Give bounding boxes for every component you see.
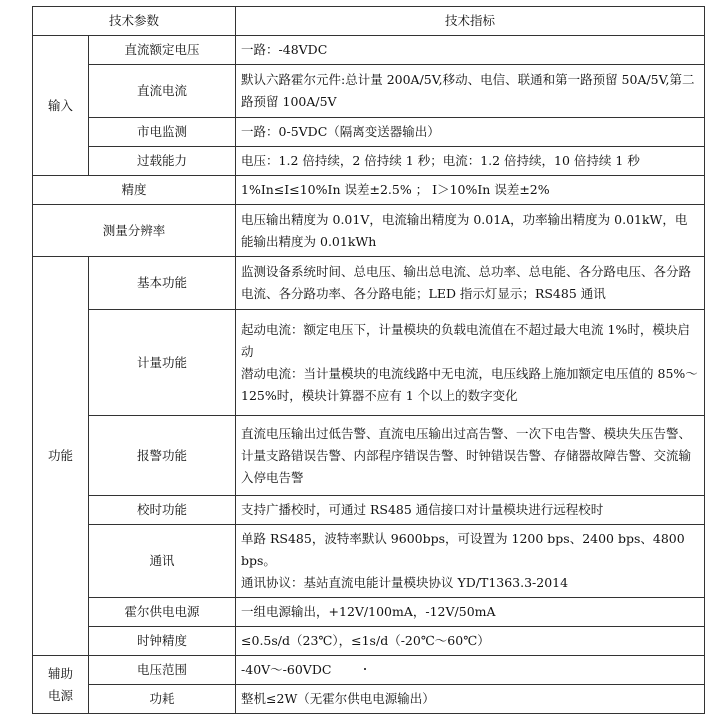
row-value <box>236 525 705 598</box>
value-line: 通讯协议：基站直流电能计量模块协议 YD/T1363.3-2014 <box>241 575 569 590</box>
header-row <box>33 7 705 36</box>
table-row <box>33 36 705 65</box>
row-value: ≤0.5s/d（23℃），≤1s/d（-20℃～60℃） <box>236 627 705 656</box>
row-value: 整机≤2W（无霍尔供电电源输出） <box>236 685 705 714</box>
table-row <box>33 685 705 714</box>
row-value: 一路：0-5VDC（隔离变送器输出） <box>236 118 705 147</box>
row-value: 直流电压输出过低告警、直流电压输出过高告警、一次下电告警、模块失压告警、计量支路错误告警、内部程序错误告警、时钟错误告警、存储器故障告警、交流输入停电告警 <box>236 416 705 496</box>
row-value: -40V～-60VDC <box>236 656 705 685</box>
row-name: 通讯 <box>89 525 236 598</box>
row-name: 测量分辨率 <box>33 205 236 257</box>
row-value: 电压：1.2 倍持续，2 倍持续 1 秒；电流：1.2 倍持续，10 倍持续 1 秒 <box>236 147 705 176</box>
row-name: 计量功能 <box>89 310 236 416</box>
row-name: 时钟精度 <box>89 627 236 656</box>
row-name: 电压范围 <box>89 656 236 685</box>
row-name: 过载能力 <box>89 147 236 176</box>
table-row <box>33 310 705 416</box>
row-value: 支持广播校时，可通过 RS485 通信接口对计量模块进行远程校时 <box>236 496 705 525</box>
table-row <box>33 416 705 496</box>
row-value <box>236 310 705 416</box>
header-spec: 技术指标 <box>236 7 705 36</box>
row-name: 基本功能 <box>89 257 236 310</box>
table-row <box>33 627 705 656</box>
row-name: 市电监测 <box>89 118 236 147</box>
value-line: 潜动电流：当计量模块的电流线路中无电流，电压线路上施加额定电压值的 85%～125%时，模块计算器不应有 1 个以上的数字变化 <box>241 365 698 403</box>
page-dot <box>364 668 366 670</box>
row-value: 监测设备系统时间、总电压、输出总电流、总功率、总电能、各分路电压、各分路电流、各分路功率、各分路电能；LED 指示灯显示；RS485 通讯 <box>236 257 705 310</box>
row-name: 功耗 <box>89 685 236 714</box>
row-name: 报警功能 <box>89 416 236 496</box>
value-line: 起动电流：额定电压下，计量模块的负载电流值在不超过最大电流 1%时，模块启动 <box>241 321 690 359</box>
category-line: 电源 <box>47 687 73 703</box>
table-row <box>33 205 705 257</box>
row-value: 默认六路霍尔元件:总计量 200A/5V,移动、电信、联通和第一路预留 50A/5V,第二路预留 100A/5V <box>236 65 705 118</box>
table-row <box>33 656 705 685</box>
table-row <box>33 65 705 118</box>
header-param: 技术参数 <box>33 7 236 36</box>
row-value: 电压输出精度为 0.01V，电流输出精度为 0.01A，功率输出精度为 0.01kW，电能输出精度为 0.01kWh <box>236 205 705 257</box>
category-function: 功能 <box>33 257 89 656</box>
table-row <box>33 147 705 176</box>
spec-table <box>32 6 705 714</box>
row-value: 1%In≤I≤10%In 误差±2.5% ； I＞10%In 误差±2% <box>236 176 705 205</box>
row-name: 精度 <box>33 176 236 205</box>
category-aux-power <box>33 656 89 714</box>
table-row <box>33 525 705 598</box>
row-name: 直流电流 <box>89 65 236 118</box>
table-row <box>33 118 705 147</box>
table-row <box>33 176 705 205</box>
row-value: 一路：-48VDC <box>236 36 705 65</box>
row-name: 校时功能 <box>89 496 236 525</box>
value-line: 单路 RS485，波特率默认 9600bps，可设置为 1200 bps、2400 bps、4800 bps。 <box>241 531 685 568</box>
category-input: 输入 <box>33 36 89 176</box>
table-row <box>33 598 705 627</box>
row-name: 直流额定电压 <box>89 36 236 65</box>
table-row <box>33 496 705 525</box>
row-value: 一组电源输出，+12V/100mA，-12V/50mA <box>236 598 705 627</box>
category-line: 辅助 <box>47 665 73 681</box>
table-row <box>33 257 705 310</box>
row-name: 霍尔供电电源 <box>89 598 236 627</box>
